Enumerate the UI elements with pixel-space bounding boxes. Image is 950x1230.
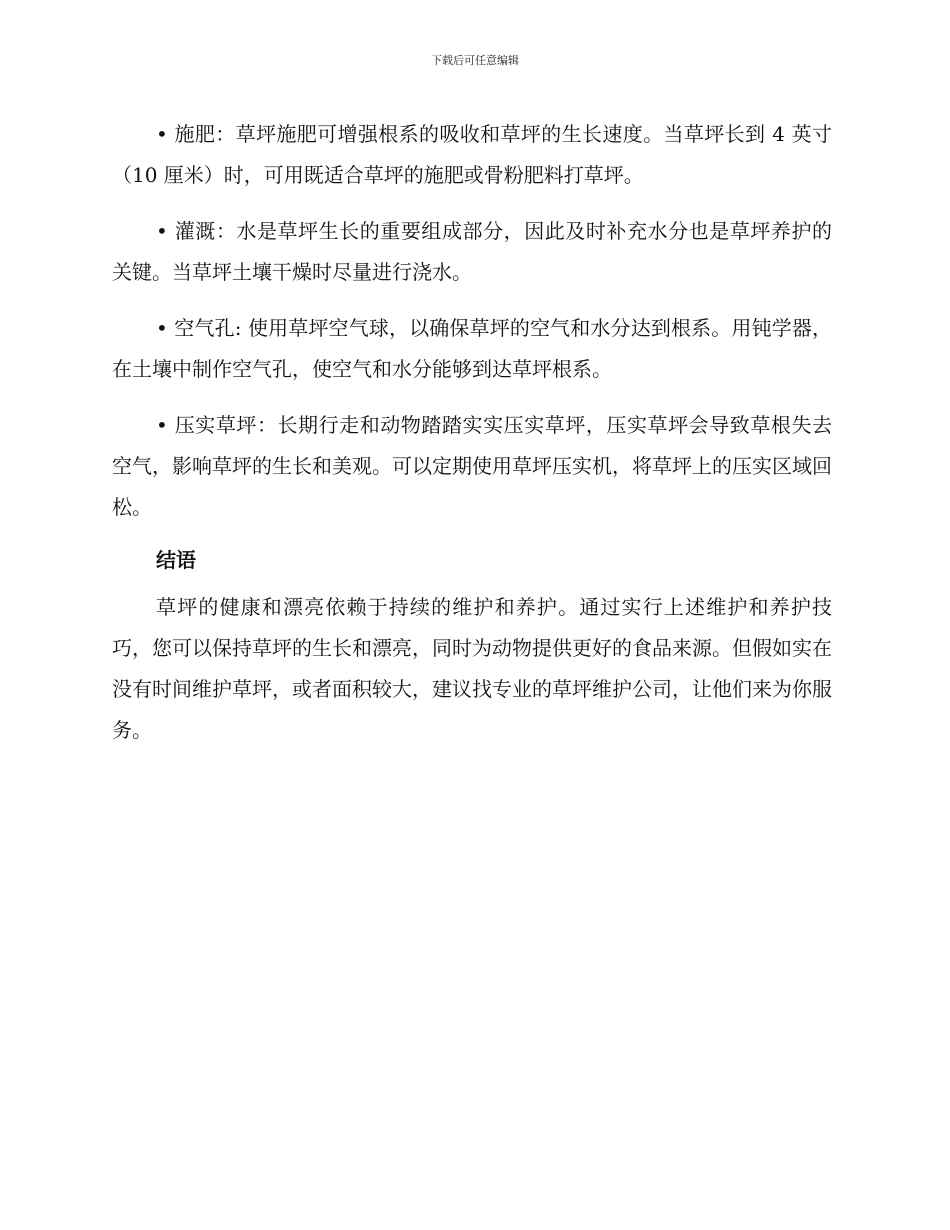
compaction-paragraph: • 压实草坪：长期行走和动物踏踏实实压实草坪，压实草坪会导致草根失去空气，影响草坪的生长和美观。可以定期使用草坪压实机，将草坪上的压实区域回松。 — [112, 413, 832, 519]
page-header-note: 下载后可任意编辑 — [431, 54, 519, 67]
aeration-paragraph: • 空气孔: 使用草坪空气球，以确保草坪的空气和水分达到根系。用钝学器，在土壤中制作空气孔，使空气和水分能够到达草坪根系。 — [112, 316, 832, 381]
conclusion-paragraph: 草坪的健康和漂亮依赖于持续的维护和养护。通过实行上述维护和养护技巧，您可以保持草坪的生长和漂亮，同时为动物提供更好的食品来源。但假如实在没有时间维护草坪，或者面积较大，建议找专业的草坪维护公司，让他们来为你服务。 — [112, 595, 832, 742]
conclusion-heading: 结语 — [156, 548, 196, 572]
document-body — [112, 114, 832, 766]
irrigation-paragraph: • 灌溉：水是草坪生长的重要组成部分，因此及时补充水分也是草坪养护的关键。当草坪土壤干燥时尽量进行浇水。 — [112, 219, 832, 284]
fertilize-paragraph: • 施肥：草坪施肥可增强根系的吸收和草坪的生长速度。当草坪长到 4 英寸（10 厘米）时，可用既适合草坪的施肥或骨粉肥料打草坪。 — [112, 122, 832, 187]
